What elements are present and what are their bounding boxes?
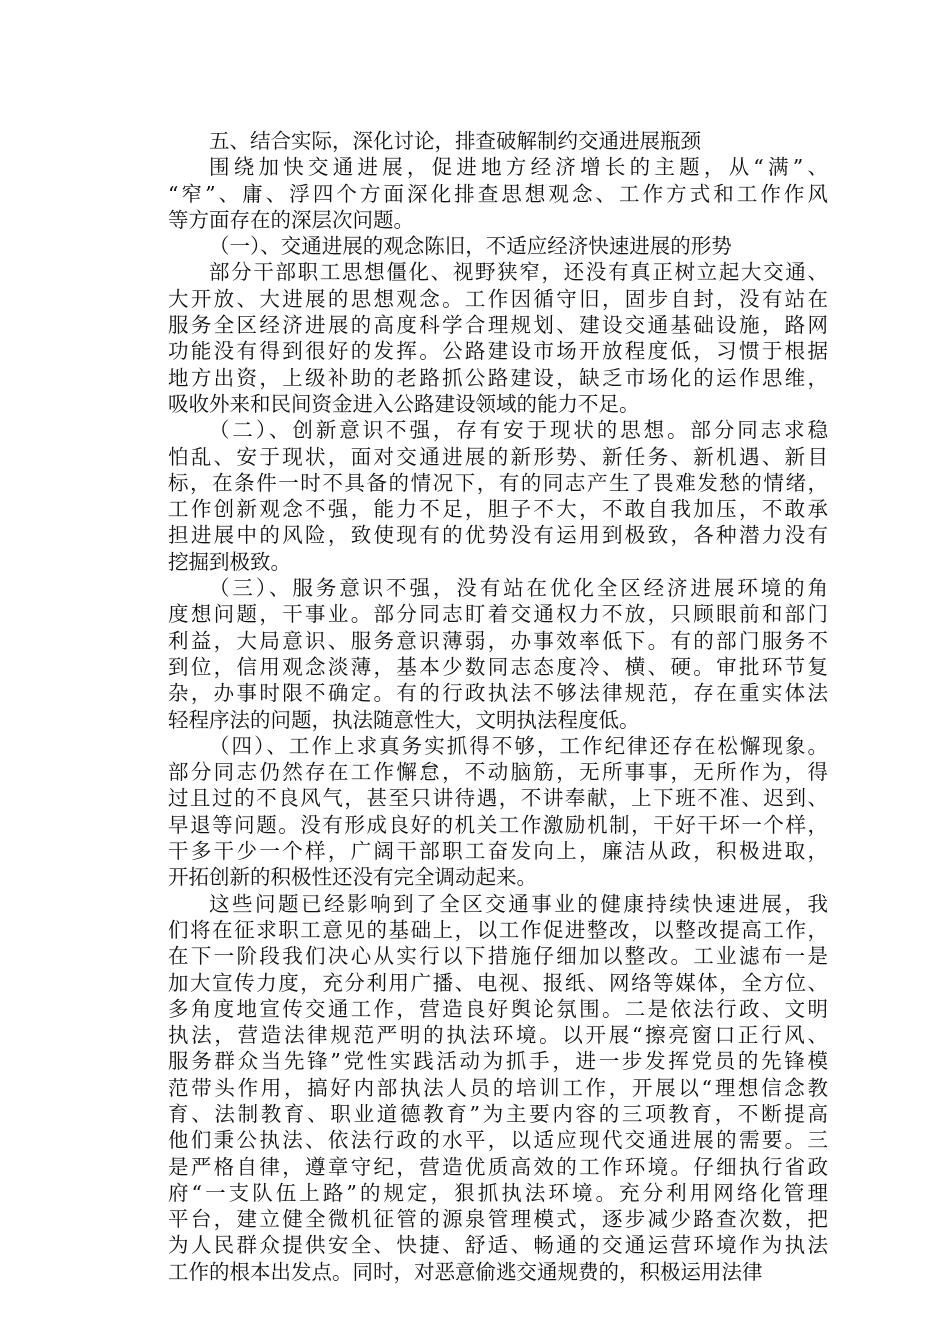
text-line: 开拓创新的积极性还没有完全调动起来。 — [168, 865, 537, 890]
document-body — [168, 128, 828, 1285]
text-line: （三）、服务意识不强，没有站在优化全区经济进展环境的角 — [209, 576, 828, 601]
text-line: （二）、创新意识不强，存有安于现状的思想。部分同志求稳 — [209, 418, 828, 443]
text-line: 部分同志仍然存在工作懈怠，不动脑筋，无所事事，无所作为，得 — [168, 760, 828, 785]
document-page — [168, 128, 828, 1285]
text-line: 是严格自律，遵章守纪，营造优质高效的工作环境。仔细执行省政 — [168, 1154, 828, 1179]
text-line: 利益，大局意识、服务意识薄弱，办事效率低下。有的部门服务不 — [168, 628, 828, 653]
text-line: 等方面存在的深层次问题。 — [168, 207, 414, 232]
text-line: 地方出资，上级补助的老路抓公路建设，缺乏市场化的运作思维， — [168, 365, 828, 390]
text-line: 吸收外来和民间资金进入公路建设领域的能力不足。 — [168, 391, 640, 416]
text-line: 在下一阶段我们决心从实行以下措施仔细加以整改。工业滤布一是 — [168, 944, 828, 969]
text-line: 他们秉公执法、依法行政的水平，以适应现代交通进展的需要。三 — [168, 1128, 828, 1153]
text-line: （一）、交通进展的观念陈旧，不适应经济快速进展的形势 — [209, 234, 732, 259]
text-line: 担进展中的风险，致使现有的优势没有运用到极致，各种潜力没有 — [168, 523, 828, 548]
paragraph-sub-3 — [168, 575, 828, 733]
text-line: 服务群众当先锋”党性实践活动为抓手，进一步发挥党员的先锋模 — [168, 1049, 828, 1074]
paragraph-intro — [168, 154, 828, 233]
text-line: 工作的根本出发点。同时，对恶意偷逃交通规费的，积极运用法律 — [168, 1259, 763, 1284]
text-line: 服务全区经济进展的高度科学合理规划、建设交通基础设施，路网 — [168, 313, 828, 338]
text-line: 们将在征求职工意见的基础上，以工作促进整改，以整改提高工作， — [168, 917, 828, 942]
text-line: 平台，建立健全微机征管的源泉管理模式，逐步减少路查次数，把 — [168, 1207, 828, 1232]
text-line: 度想问题，干事业。部分同志盯着交通权力不放，只顾眼前和部门 — [168, 602, 828, 627]
paragraph-heading-5 — [168, 128, 828, 154]
text-line: 怕乱、安于现状，面对交通进展的新形势、新任务、新机遇、新目 — [168, 444, 828, 469]
text-line: 早退等问题。没有形成良好的机关工作激励机制，干好干坏一个样， — [168, 812, 828, 837]
paragraph-sub-1-title — [168, 233, 828, 259]
text-line: 加大宣传力度，充分利用广播、电视、报纸、网络等媒体，全方位、 — [168, 970, 828, 995]
text-line: 轻程序法的问题，执法随意性大，文明执法程度低。 — [168, 707, 640, 732]
text-line: 育、法制教育、职业道德教育”为主要内容的三项教育，不断提高 — [168, 1101, 828, 1126]
text-line: 干多干少一个样，广阔干部职工奋发向上，廉洁从政，积极进取， — [168, 839, 828, 864]
text-line: 杂，办事时限不确定。有的行政执法不够法律规范，存在重实体法 — [168, 681, 828, 706]
text-line: 围绕加快交通进展，促进地方经济增长的主题，从“满”、 — [209, 155, 828, 180]
text-line: 这些问题已经影响到了全区交通事业的健康持续快速进展，我 — [209, 891, 828, 916]
text-line: 标，在条件一时不具备的情况下，有的同志产生了畏难发愁的情绪， — [168, 470, 828, 495]
text-line: 多角度地宣传交通工作，营造良好舆论氛围。二是依法行政、文明 — [168, 996, 828, 1021]
text-line: 部分干部职工思想僵化、视野狭窄，还没有真正树立起大交通、 — [209, 260, 828, 285]
text-line: （四）、工作上求真务实抓得不够，工作纪律还存在松懈现象。 — [209, 733, 828, 758]
paragraph-conclusion — [168, 891, 828, 1285]
text-line: 范带头作用，搞好内部执法人员的培训工作，开展以“理想信念教 — [168, 1075, 828, 1100]
paragraph-sub-2 — [168, 417, 828, 575]
text-line: 功能没有得到很好的发挥。公路建设市场开放程度低，习惯于根据 — [168, 339, 828, 364]
text-line: 挖掘到极致。 — [168, 549, 291, 574]
text-line: 为人民群众提供安全、快捷、舒适、畅通的交通运营环境作为执法 — [168, 1233, 828, 1258]
text-line: “窄”、庸、浮四个方面深化排查思想观念、工作方式和工作作风 — [168, 181, 828, 206]
paragraph-sub-4 — [168, 733, 828, 891]
text-line: 五、结合实际，深化讨论，排查破解制约交通进展瓶颈 — [209, 129, 701, 153]
text-line: 到位，信用观念淡薄，基本少数同志态度冷、横、硬。审批环节复 — [168, 654, 828, 679]
text-line: 工作创新观念不强，能力不足，胆子不大，不敢自我加压，不敢承 — [168, 497, 828, 522]
text-line: 执法，营造法律规范严明的执法环境。以开展“擦亮窗口正行风、 — [168, 1023, 828, 1048]
text-line: 大开放、大进展的思想观念。工作因循守旧，固步自封，没有站在 — [168, 286, 828, 311]
paragraph-sub-1-body — [168, 259, 828, 417]
text-line: 过且过的不良风气，甚至只讲待遇，不讲奉献，上下班不准、迟到、 — [168, 786, 828, 811]
text-line: 府“一支队伍上路”的规定，狠抓执法环境。充分利用网络化管理 — [168, 1180, 828, 1205]
